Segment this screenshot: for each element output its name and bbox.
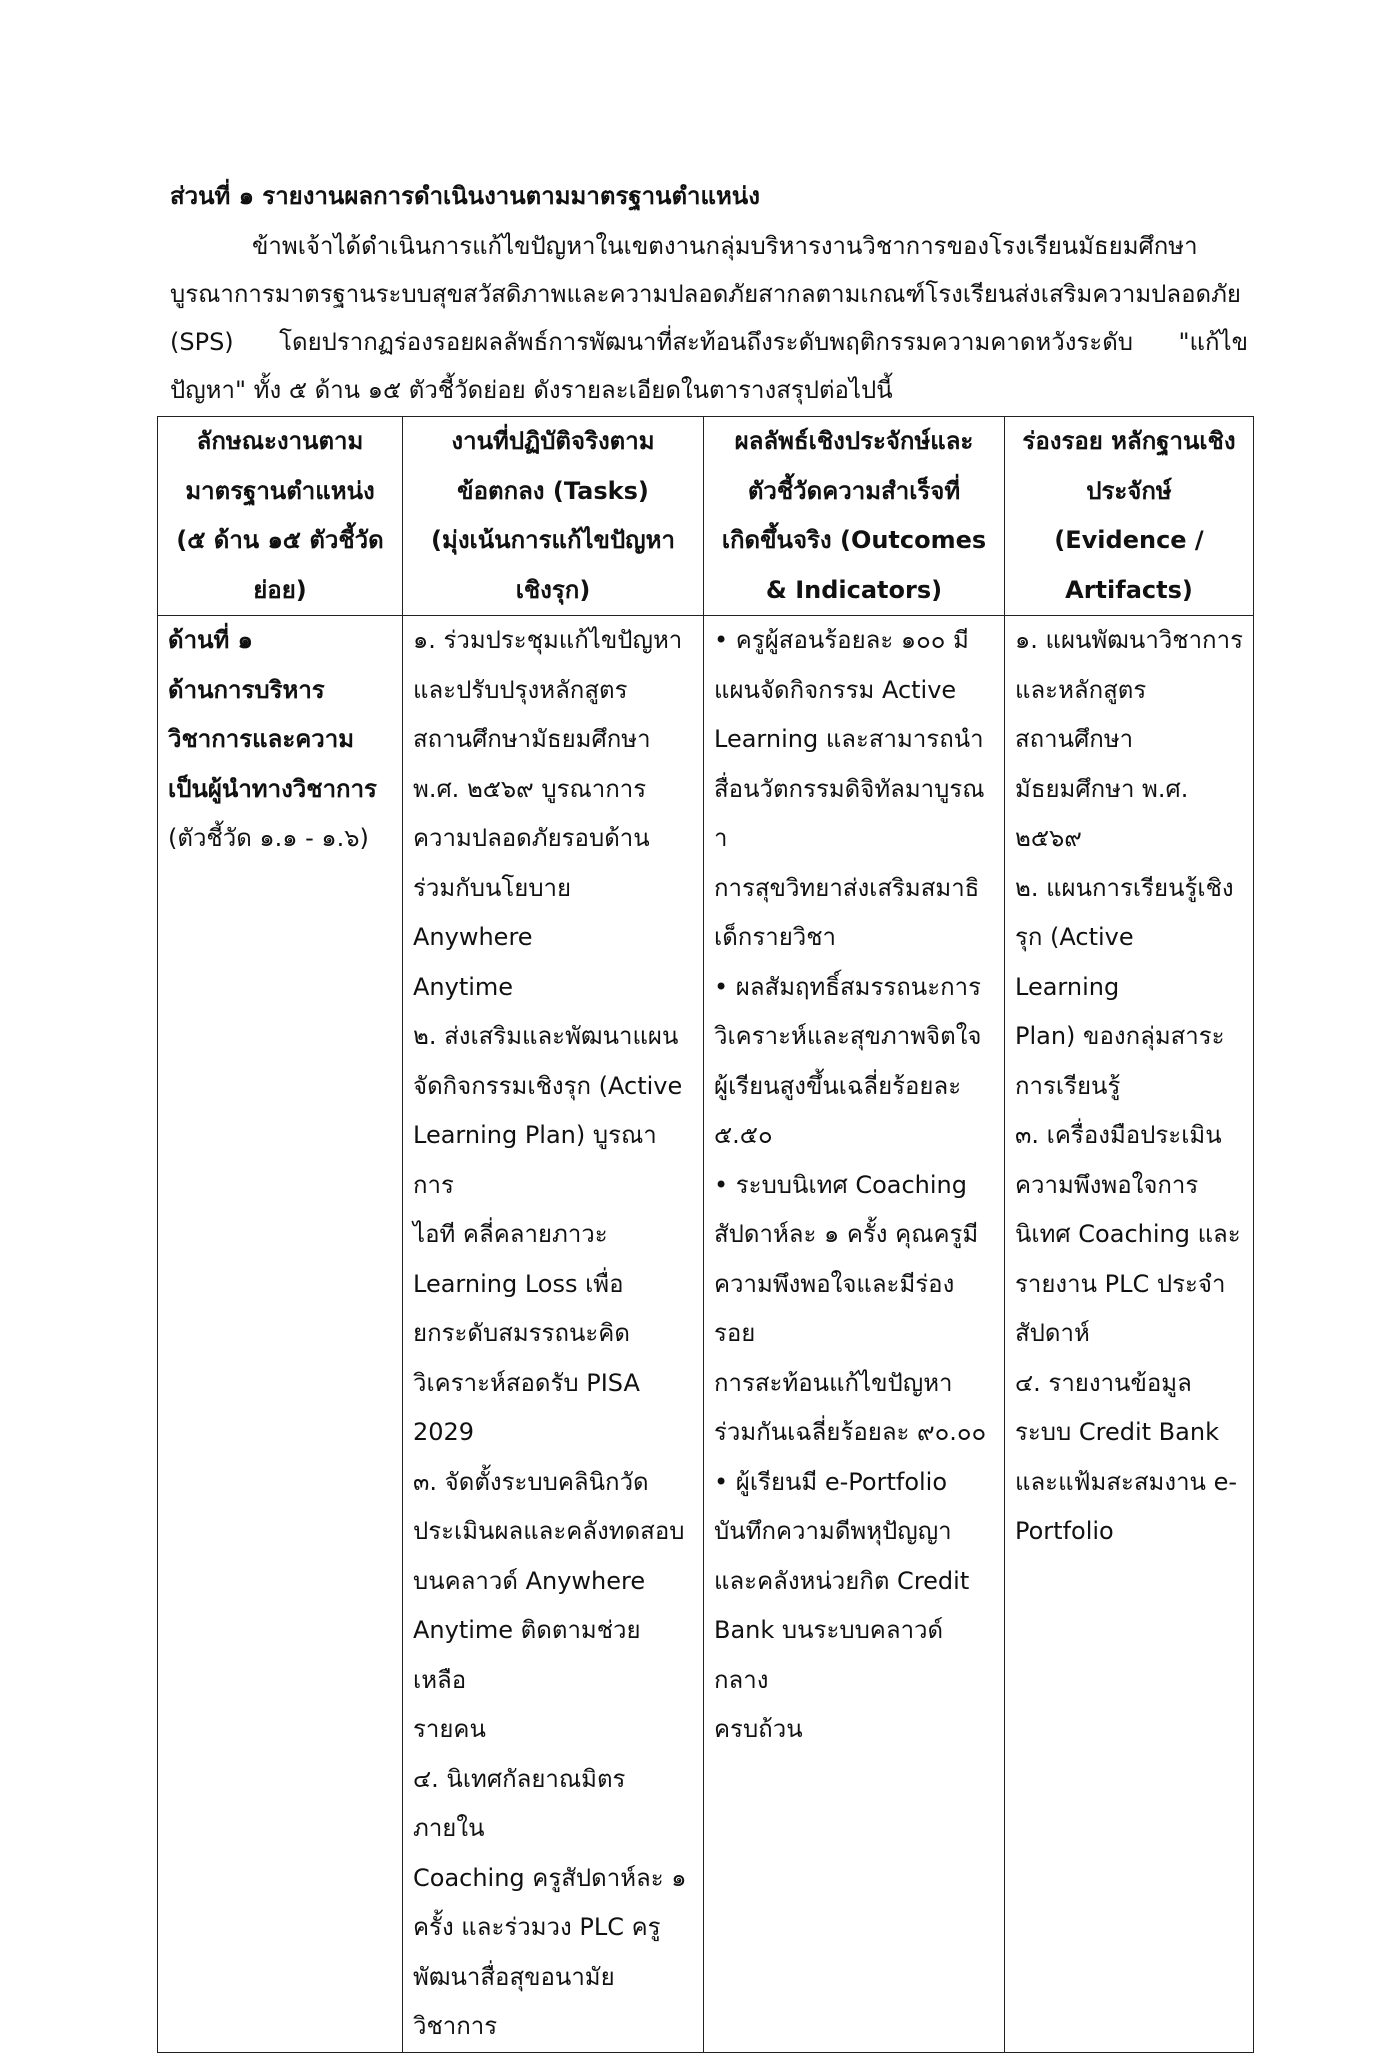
evidence-line: สัปดาห์: [1015, 1319, 1090, 1347]
evidence-line: รายงาน PLC ประจำ: [1015, 1269, 1226, 1298]
outcome-line: และคลังหน่วยกิต Credit: [714, 1566, 970, 1595]
task-line: Anytime ติดตามช่วยเหลือ: [413, 1616, 641, 1694]
task-line: จัดกิจกรรมเชิงรุก (Active: [413, 1071, 683, 1100]
task-line: ๓. จัดตั้งระบบคลินิกวัด: [413, 1467, 649, 1496]
header-line: มาตรฐานตำแหน่ง: [185, 476, 375, 505]
indicator-range: (ตัวชี้วัด ๑.๑ - ๑.๖): [168, 824, 369, 852]
header-cell-tasks: [403, 417, 704, 616]
header-cell-outcomes: [704, 417, 1005, 616]
header-line: ย่อย): [253, 575, 307, 604]
header-line: ข้อตกลง (Tasks): [457, 476, 649, 505]
outcome-line: แผนจัดกิจกรรม Active: [714, 675, 957, 704]
outcome-line: • ระบบนิเทศ Coaching: [714, 1170, 967, 1199]
summary-table: [157, 416, 1254, 2053]
header-line: ผลลัพธ์เชิงประจักษ์และ: [734, 427, 974, 455]
evidence-line: ๒. แผนการเรียนรู้เชิง: [1015, 873, 1234, 902]
task-line: ๔. นิเทศกัลยาณมิตรภายใน: [413, 1764, 626, 1842]
outcome-line: ร่วมกันเฉลี่ยร้อยละ ๙๐.๐๐: [714, 1418, 987, 1446]
evidence-line: สถานศึกษา: [1015, 725, 1134, 753]
cell-outcomes: [704, 616, 1005, 2053]
task-line: สถานศึกษามัธยมศึกษา: [413, 725, 651, 753]
area-line: ด้านการบริหาร: [168, 675, 325, 704]
evidence-line: ระบบ Credit Bank: [1015, 1418, 1219, 1446]
header-cell-standard: [158, 417, 403, 616]
evidence-line: รุก (Active Learning: [1015, 923, 1134, 1001]
outcome-line: ครบถ้วน: [714, 1715, 803, 1743]
evidence-line: และแฟ้มสะสมงาน e-: [1015, 1467, 1238, 1496]
task-line: วิเคราะห์สอดรับ PISA: [413, 1368, 640, 1397]
header-line: งานที่ปฏิบัติจริงตาม: [451, 427, 655, 455]
task-line: 2029: [413, 1418, 475, 1446]
outcome-line: สัปดาห์ละ ๑ ครั้ง คุณครูมี: [714, 1220, 979, 1248]
evidence-line: ความพึงพอใจการ: [1015, 1170, 1199, 1199]
task-line: พัฒนาสื่อสุขอนามัยวิชาการ: [413, 1962, 615, 2040]
header-line: ตัวชี้วัดความสำเร็จที่: [747, 476, 961, 505]
outcome-line: • ผู้เรียนมี e-Portfolio: [714, 1467, 948, 1496]
outcome-line: • ครูผู้สอนร้อยละ ๑๐๐ มี: [714, 626, 969, 654]
outcome-line: • ผลสัมฤทธิ์สมรรถนะการ: [714, 972, 981, 1001]
task-line: Anytime: [413, 972, 514, 1001]
cell-tasks: [403, 616, 704, 2053]
evidence-line: มัธยมศึกษา พ.ศ.: [1015, 774, 1189, 803]
evidence-line: Portfolio: [1015, 1517, 1114, 1545]
header-line: (๕ ด้าน ๑๕ ตัวชี้วัด: [176, 526, 384, 554]
outcome-line: บันทึกความดีพหุปัญญา: [714, 1517, 952, 1545]
header-line: ประจักษ์: [1086, 476, 1172, 505]
task-line: Learning Loss เพื่อ: [413, 1269, 624, 1298]
header-line: เกิดขึ้นจริง (Outcomes: [721, 526, 987, 554]
task-line: ๑. ร่วมประชุมแก้ไขปัญหา: [413, 626, 683, 654]
outcome-line: ความพึงพอใจและมีร่องรอย: [714, 1269, 955, 1347]
header-line: & Indicators): [765, 575, 943, 604]
header-line: ร่องรอย หลักฐานเชิง: [1022, 427, 1236, 455]
task-line: พ.ศ. ๒๕๖๙ บูรณาการ: [413, 774, 647, 803]
area-line: วิชาการและความ: [168, 725, 355, 753]
evidence-line: และหลักสูตร: [1015, 675, 1147, 704]
task-line: และปรับปรุงหลักสูตร: [413, 675, 628, 704]
outcome-line: วิเคราะห์และสุขภาพจิตใจ: [714, 1022, 982, 1050]
evidence-line: ๒๕๖๙: [1015, 824, 1082, 852]
intro-paragraph: ข้าพเจ้าได้ดำเนินการแก้ไขปัญหาในเขตงานกลุ่มบริหารงานวิชาการของโรงเรียนมัธยมศึกษา บูรณาการมาตรฐานระบบสุขสวัสดิภาพและความปลอดภัยสากลตามเกณฑ์โรงเรียนส่งเสริมความปลอดภัย (SPS) โดยปรากฏร่องรอยผลลัพธ์การพัฒนาที่สะท้อนถึงระดับพฤติกรรมความคาดหวังระดับ "แก้ไขปัญหา" ทั้ง ๕ ด้าน ๑๕ ตัวชี้วัดย่อย ดังรายละเอียดในตารางสรุปต่อไปนี้: [170, 232, 1248, 404]
outcome-line: การสุขวิทยาส่งเสริมสมาธิ: [714, 873, 980, 902]
task-line: ๒. ส่งเสริมและพัฒนาแผน: [413, 1022, 679, 1050]
evidence-line: การเรียนรู้: [1015, 1071, 1121, 1100]
area-line: เป็นผู้นำทางวิชาการ: [168, 774, 377, 803]
task-line: รายคน: [413, 1715, 486, 1743]
evidence-line: Plan) ของกลุ่มสาระ: [1015, 1022, 1225, 1050]
task-line: ประเมินผลและคลังทดสอบ: [413, 1517, 685, 1545]
header-line: (มุ่งเน้นการแก้ไขปัญหา: [431, 526, 675, 554]
outcome-line: ผู้เรียนสูงขึ้นเฉลี่ยร้อยละ: [714, 1071, 962, 1100]
outcome-line: เด็กรายวิชา: [714, 923, 836, 951]
table-header-row: [158, 417, 1254, 616]
header-cell-evidence: [1005, 417, 1254, 616]
task-line: ครั้ง และร่วมวง PLC ครู: [413, 1913, 661, 1941]
task-line: บนคลาวด์ Anywhere: [413, 1566, 646, 1595]
evidence-line: ๔. รายงานข้อมูล: [1015, 1368, 1192, 1397]
area-line: ด้านที่ ๑: [168, 626, 253, 654]
table-row: [158, 616, 1254, 2053]
task-line: Coaching ครูสัปดาห์ละ ๑: [413, 1863, 687, 1892]
cell-standard-area: [158, 616, 403, 2053]
task-line: Learning Plan) บูรณาการ: [413, 1121, 657, 1199]
task-line: ร่วมกับนโยบาย Anywhere: [413, 873, 572, 951]
header-line: Artifacts): [1065, 575, 1193, 604]
outcome-line: ๕.๕๐: [714, 1121, 773, 1149]
task-line: ไอที คลี่คลายภาวะ: [413, 1220, 608, 1248]
header-line: (Evidence /: [1054, 526, 1204, 554]
cell-evidence: [1005, 616, 1254, 2053]
header-line: ลักษณะงานตาม: [196, 427, 364, 455]
header-line: เชิงรุก): [515, 575, 591, 604]
outcome-line: Bank บนระบบคลาวด์กลาง: [714, 1616, 944, 1694]
task-line: ความปลอดภัยรอบด้าน: [413, 824, 650, 852]
task-line: ยกระดับสมรรถนะคิด: [413, 1319, 630, 1347]
outcome-line: สื่อนวัตกรรมดิจิทัลมาบูรณา: [714, 774, 985, 852]
evidence-line: ๑. แผนพัฒนาวิชาการ: [1015, 626, 1243, 654]
section-heading: ส่วนที่ ๑ รายงานผลการดำเนินงานตามมาตรฐานตำแหน่ง: [170, 182, 760, 210]
evidence-line: นิเทศ Coaching และ: [1015, 1220, 1241, 1248]
evidence-line: ๓. เครื่องมือประเมิน: [1015, 1121, 1222, 1149]
outcome-line: การสะท้อนแก้ไขปัญหา: [714, 1368, 953, 1397]
outcome-line: Learning และสามารถนำ: [714, 725, 984, 753]
